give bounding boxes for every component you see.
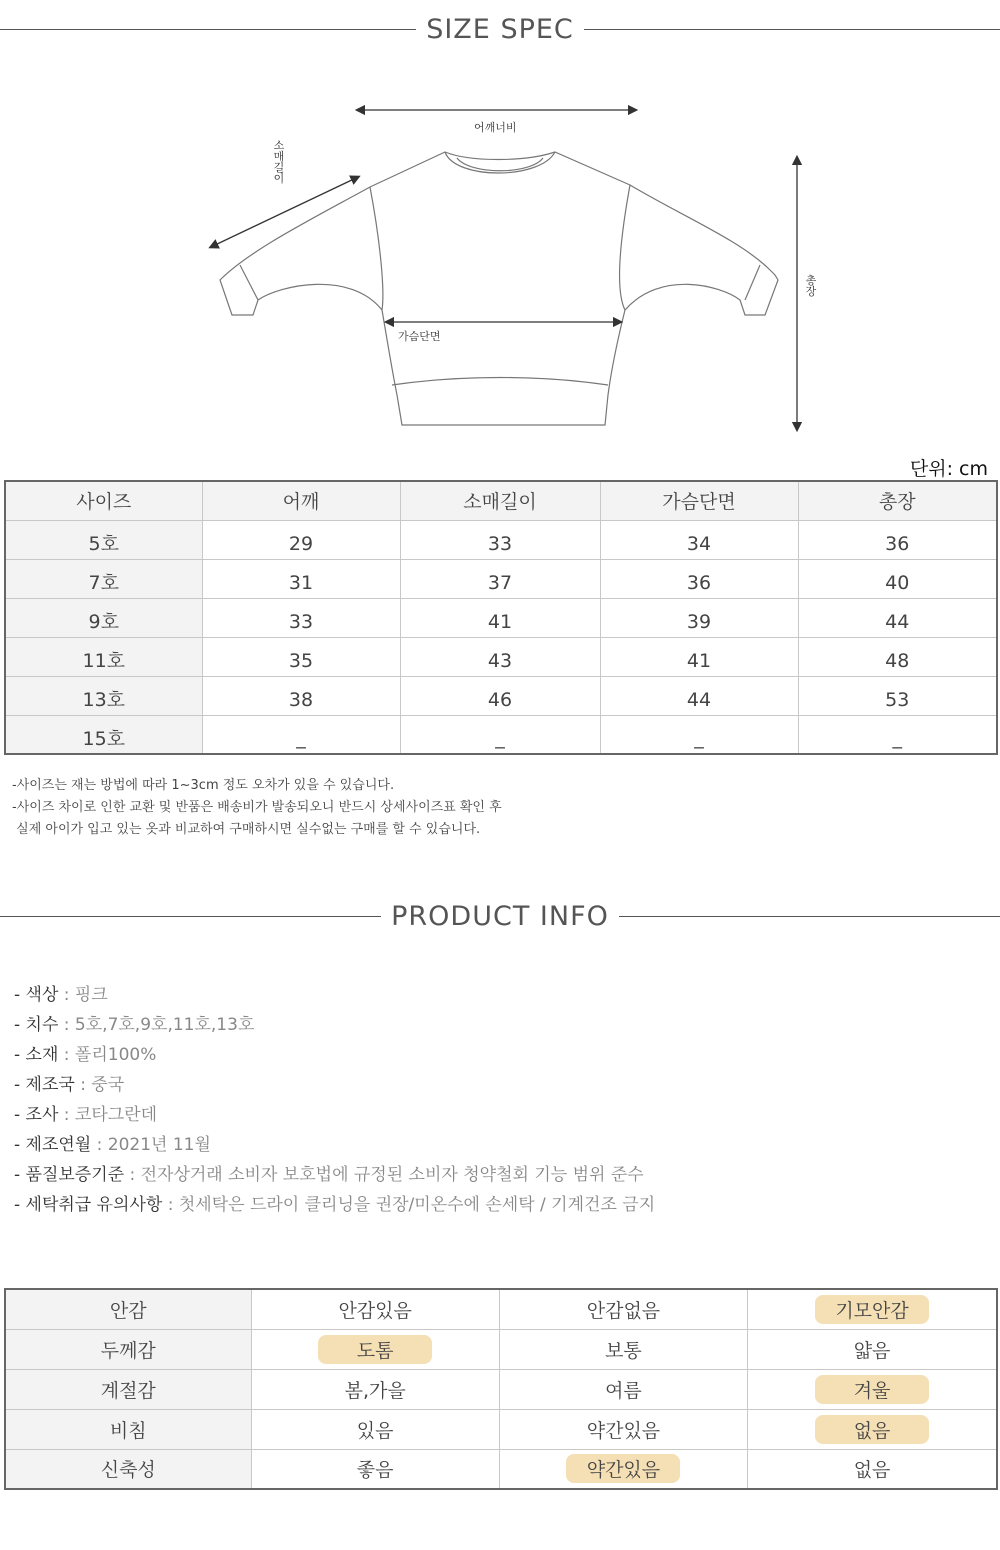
feature-label: 신축성	[5, 1449, 251, 1489]
size-cell: 7호	[5, 559, 202, 598]
table-row	[5, 676, 997, 715]
sleeve-cell: _	[400, 715, 600, 754]
size-cell: 9호	[5, 598, 202, 637]
sweatshirt-illustration	[0, 90, 1000, 450]
info-value: : 폴리100%	[58, 1045, 157, 1065]
sleeve-cell: 43	[400, 637, 600, 676]
feature-option: 봄,가을	[251, 1369, 499, 1409]
info-value: : 첫세탁은 드라이 클리닝을 권장/미온수에 손세탁 / 기계건조 금지	[162, 1195, 656, 1215]
list-item	[14, 1190, 655, 1220]
size-cell: 5호	[5, 520, 202, 559]
shoulder-label: 어깨너비	[474, 121, 517, 134]
product-info-list	[14, 980, 655, 1220]
feature-label: 두께감	[5, 1329, 251, 1369]
list-item	[14, 1070, 655, 1100]
feature-option: 안감없음	[499, 1289, 747, 1329]
info-value: : 2021년 11월	[91, 1135, 211, 1155]
feature-option: 보통	[499, 1329, 747, 1369]
table-row	[5, 598, 997, 637]
shoulder-cell: 35	[202, 637, 400, 676]
list-item	[14, 1100, 655, 1130]
length-cell: 48	[798, 637, 997, 676]
info-key: - 세탁취급 유의사항	[14, 1195, 163, 1215]
chest-cell: 39	[600, 598, 798, 637]
info-key: - 제조연월	[14, 1135, 92, 1155]
info-key: - 치수	[14, 1015, 59, 1035]
list-item	[14, 1160, 655, 1190]
feature-label: 계절감	[5, 1369, 251, 1409]
note-line: 실제 아이가 입고 있는 옷과 비교하여 구매하시면 실수없는 구매를 할 수 있습니다.	[12, 822, 481, 837]
feature-option: 안감있음	[251, 1289, 499, 1329]
feature-option: 도톰	[251, 1329, 499, 1369]
table-row	[5, 559, 997, 598]
table-row	[5, 715, 997, 754]
feature-option: 약간있음	[499, 1449, 747, 1489]
unit-label: 단위: cm	[909, 458, 988, 480]
feature-option: 얇음	[748, 1329, 997, 1369]
shoulder-cell: 33	[202, 598, 400, 637]
table-row	[5, 637, 997, 676]
list-item	[14, 1040, 655, 1070]
chest-label: 가슴단면	[398, 330, 441, 343]
product-info-header	[0, 897, 1000, 937]
chest-cell: _	[600, 715, 798, 754]
size-cell: 15호	[5, 715, 202, 754]
feature-label: 비침	[5, 1409, 251, 1449]
table-row	[5, 1289, 997, 1329]
header-chest: 가슴단면	[600, 481, 798, 520]
table-row	[5, 1449, 997, 1489]
feature-option: 기모안감	[748, 1289, 997, 1329]
length-label: 총장	[805, 274, 817, 298]
feature-option: 약간있음	[499, 1409, 747, 1449]
shoulder-cell: _	[202, 715, 400, 754]
info-value: : 코타그란데	[58, 1105, 158, 1125]
size-table	[4, 480, 998, 755]
shoulder-cell: 38	[202, 676, 400, 715]
info-key: - 소재	[14, 1045, 59, 1065]
info-value: : 5호,7호,9호,11호,13호	[58, 1015, 255, 1035]
info-key: - 제조국	[14, 1075, 75, 1095]
note-line: -사이즈 차이로 인한 교환 및 반품은 배송비가 발송되오니 반드시 상세사이즈표 확인 후	[12, 800, 502, 815]
table-row	[5, 1329, 997, 1369]
sleeve-cell: 46	[400, 676, 600, 715]
size-spec-header	[0, 10, 1000, 50]
header-sleeve: 소매길이	[400, 481, 600, 520]
length-cell: 44	[798, 598, 997, 637]
sleeve-label: 소매길이	[273, 139, 285, 185]
sleeve-cell: 33	[400, 520, 600, 559]
feature-option: 겨울	[748, 1369, 997, 1409]
feature-option: 여름	[499, 1369, 747, 1409]
table-row	[5, 1409, 997, 1449]
chest-cell: 34	[600, 520, 798, 559]
sleeve-cell: 37	[400, 559, 600, 598]
info-value: : 중국	[74, 1075, 125, 1095]
info-value: : 핑크	[58, 985, 108, 1005]
feature-option: 없음	[748, 1409, 997, 1449]
info-key: - 조사	[14, 1105, 59, 1125]
chest-cell: 36	[600, 559, 798, 598]
length-cell: 36	[798, 520, 997, 559]
table-row	[5, 520, 997, 559]
feature-option: 좋음	[251, 1449, 499, 1489]
shoulder-cell: 31	[202, 559, 400, 598]
feature-option: 없음	[748, 1449, 997, 1489]
feature-option: 있음	[251, 1409, 499, 1449]
length-cell: _	[798, 715, 997, 754]
note-line: -사이즈는 재는 방법에 따라 1~3cm 정도 오차가 있을 수 있습니다.	[12, 778, 395, 793]
info-key: - 색상	[14, 985, 59, 1005]
chest-cell: 41	[600, 637, 798, 676]
size-notes	[12, 775, 502, 841]
size-cell: 11호	[5, 637, 202, 676]
feature-table	[4, 1288, 998, 1490]
garment-diagram	[0, 90, 1000, 450]
info-value: : 전자상거래 소비자 보호법에 규정된 소비자 청약철회 기능 범위 준수	[124, 1165, 644, 1185]
size-cell: 13호	[5, 676, 202, 715]
table-row	[5, 1369, 997, 1409]
chest-cell: 44	[600, 676, 798, 715]
shoulder-cell: 29	[202, 520, 400, 559]
info-key: - 품질보증기준	[14, 1165, 125, 1185]
feature-label: 안감	[5, 1289, 251, 1329]
list-item	[14, 1130, 655, 1160]
sleeve-cell: 41	[400, 598, 600, 637]
header-shoulder: 어깨	[202, 481, 400, 520]
list-item	[14, 980, 655, 1010]
size-spec-title: SIZE SPEC	[416, 14, 584, 45]
header-size: 사이즈	[5, 481, 202, 520]
length-cell: 40	[798, 559, 997, 598]
length-cell: 53	[798, 676, 997, 715]
product-info-title: PRODUCT INFO	[381, 901, 619, 932]
size-table-header	[5, 481, 997, 520]
list-item	[14, 1010, 655, 1040]
header-length: 총장	[798, 481, 997, 520]
